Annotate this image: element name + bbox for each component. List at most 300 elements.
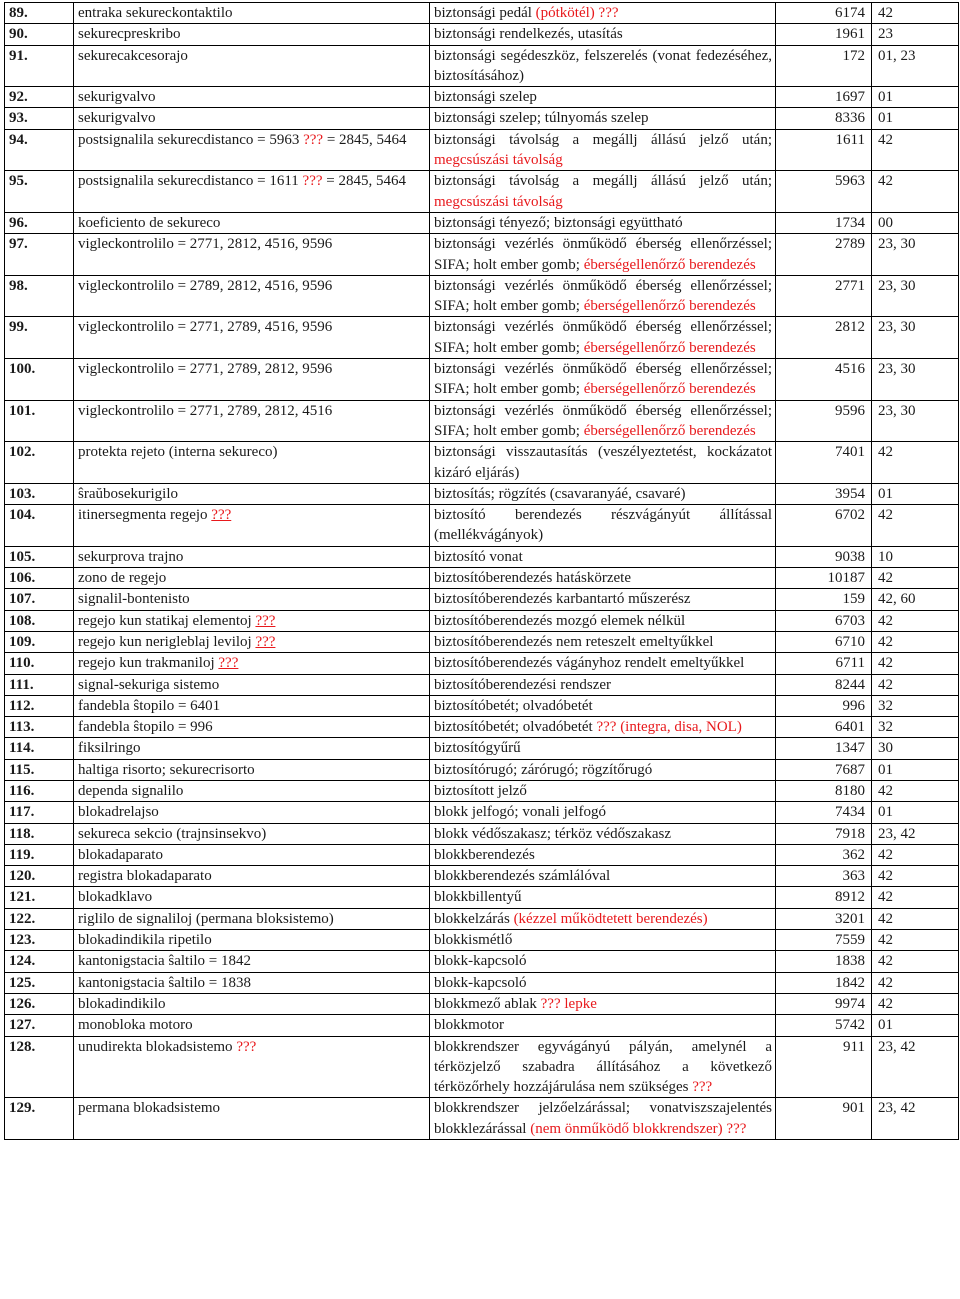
entry-number: 96.	[5, 212, 74, 233]
entry-number: 111.	[5, 674, 74, 695]
entry-number: 110.	[5, 653, 74, 674]
esperanto-term	[74, 972, 430, 993]
term-code: 159	[776, 589, 872, 610]
term-code: 1734	[776, 212, 872, 233]
table-row	[5, 951, 959, 972]
table-row	[5, 129, 959, 171]
category-code: 23, 30	[872, 400, 959, 442]
translation-text: éberségellenőrző berendezés	[583, 422, 756, 439]
esperanto-term	[74, 234, 430, 276]
hungarian-term	[430, 653, 776, 674]
hungarian-term	[430, 212, 776, 233]
term-text: regejo kun statikaj elementoj	[78, 612, 256, 629]
term-code: 1347	[776, 738, 872, 759]
table-row	[5, 400, 959, 442]
category-code: 00	[872, 212, 959, 233]
term-text: blokadklavo	[78, 889, 153, 906]
entry-number: 108.	[5, 610, 74, 631]
term-code: 2812	[776, 317, 872, 359]
category-code: 01	[872, 87, 959, 108]
hungarian-term	[430, 87, 776, 108]
term-text: vigleckontrolilo = 2771, 2789, 2812, 4516	[78, 402, 333, 419]
entry-number: 109.	[5, 631, 74, 652]
term-text: blokadaparato	[78, 846, 163, 863]
category-code: 32	[872, 695, 959, 716]
term-text: = 2845, 5464	[322, 173, 406, 190]
hungarian-term	[430, 972, 776, 993]
translation-text: biztonsági pedál	[434, 5, 536, 21]
entry-number: 90.	[5, 24, 74, 45]
term-text: dependa signalilo	[78, 782, 184, 799]
category-code: 01	[872, 802, 959, 823]
entry-number: 103.	[5, 483, 74, 504]
term-code: 7434	[776, 802, 872, 823]
entry-number: 97.	[5, 234, 74, 276]
term-code: 1697	[776, 87, 872, 108]
term-text: vigleckontrolilo = 2771, 2812, 4516, 9596	[78, 236, 333, 253]
translation-text: biztonsági szelep; túlnyomás szelep	[434, 110, 649, 127]
glossary-rows	[5, 3, 959, 1140]
table-row	[5, 317, 959, 359]
translation-text: biztosított jelző	[434, 782, 527, 799]
category-code: 42	[872, 653, 959, 674]
esperanto-term	[74, 993, 430, 1014]
table-row	[5, 844, 959, 865]
term-text: fiksilringo	[78, 740, 141, 757]
translation-text: biztonsági vezérlés önműködő éberség ellenőrzéssel; SIFA; holt ember gomb;	[434, 402, 772, 439]
category-code: 42	[872, 674, 959, 695]
table-row	[5, 695, 959, 716]
table-row	[5, 505, 959, 547]
term-code: 9038	[776, 546, 872, 567]
term-text: vigleckontrolilo = 2789, 2812, 4516, 9596	[78, 277, 333, 294]
term-text: regejo kun trakmaniloj	[78, 655, 219, 672]
esperanto-term	[74, 908, 430, 929]
term-code: 8180	[776, 780, 872, 801]
category-code: 42	[872, 930, 959, 951]
term-code: 901	[776, 1098, 872, 1140]
term-text: fandebla ŝtopilo = 996	[78, 719, 213, 736]
table-row	[5, 780, 959, 801]
entry-number: 119.	[5, 844, 74, 865]
category-code: 23, 30	[872, 317, 959, 359]
translation-text: biztonsági vezérlés önműködő éberség ellenőrzéssel; SIFA; holt ember gomb;	[434, 277, 772, 315]
esperanto-term	[74, 844, 430, 865]
term-text: signalil-bontenisto	[78, 591, 190, 608]
hungarian-term	[430, 129, 776, 171]
category-code: 01, 23	[872, 45, 959, 87]
translation-text: ??? lepke	[540, 995, 597, 1012]
translation-text: biztosítóberendezés hatáskörzete	[434, 570, 631, 587]
term-text: sekureca sekcio (trajnsinsekvo)	[78, 825, 267, 842]
translation-text: blokkismétlő	[434, 932, 513, 949]
term-text: kantonigstacia ŝaltilo = 1842	[78, 953, 252, 970]
hungarian-term	[430, 759, 776, 780]
category-code: 42	[872, 129, 959, 171]
table-row	[5, 823, 959, 844]
term-text: sekurigvalvo	[78, 89, 156, 106]
term-text: sekurigvalvo	[78, 110, 156, 127]
table-row	[5, 212, 959, 233]
table-row	[5, 908, 959, 929]
esperanto-term	[74, 108, 430, 129]
entry-number: 115.	[5, 759, 74, 780]
translation-text: biztonsági tényező; biztonsági együttható	[434, 214, 683, 231]
hungarian-term	[430, 546, 776, 567]
term-code: 6702	[776, 505, 872, 547]
translation-text: ???	[692, 1079, 713, 1096]
hungarian-term	[430, 951, 776, 972]
translation-text: biztosítógyűrű	[434, 740, 521, 757]
esperanto-term	[74, 866, 430, 887]
term-code: 7401	[776, 442, 872, 484]
translation-text: biztosítóbetét; olvadóbetét	[434, 697, 593, 714]
hungarian-term	[430, 866, 776, 887]
term-code: 363	[776, 866, 872, 887]
translation-text: éberségellenőrző berendezés	[583, 298, 756, 315]
table-row	[5, 359, 959, 401]
entry-number: 128.	[5, 1036, 74, 1098]
term-code: 9974	[776, 993, 872, 1014]
table-row	[5, 234, 959, 276]
entry-number: 116.	[5, 780, 74, 801]
hungarian-term	[430, 568, 776, 589]
term-code: 2789	[776, 234, 872, 276]
entry-number: 113.	[5, 717, 74, 738]
hungarian-term	[430, 695, 776, 716]
term-code: 2771	[776, 275, 872, 317]
category-code: 42	[872, 887, 959, 908]
term-text: = 2845, 5464	[323, 131, 407, 148]
category-code: 23, 42	[872, 823, 959, 844]
table-row	[5, 171, 959, 213]
term-text: blokadindikilo	[78, 995, 166, 1012]
translation-text: ??? (integra, disa, NOL)	[596, 719, 742, 736]
category-code: 42	[872, 993, 959, 1014]
category-code: 23, 42	[872, 1098, 959, 1140]
table-row	[5, 887, 959, 908]
term-text: sekurecakcesorajo	[78, 47, 188, 64]
table-row	[5, 972, 959, 993]
translation-text: biztosítás; rögzítés (csavaranyáé, csavaré)	[434, 485, 686, 502]
category-code: 42	[872, 780, 959, 801]
term-text: ???	[218, 655, 239, 672]
translation-text: biztosító vonat	[434, 548, 523, 565]
table-row	[5, 1036, 959, 1098]
esperanto-term	[74, 802, 430, 823]
table-row	[5, 717, 959, 738]
translation-text: éberségellenőrző berendezés	[583, 339, 756, 356]
category-code: 30	[872, 738, 959, 759]
entry-number: 117.	[5, 802, 74, 823]
term-text: blokadrelajso	[78, 804, 159, 821]
esperanto-term	[74, 442, 430, 484]
category-code: 23, 42	[872, 1036, 959, 1098]
esperanto-term	[74, 171, 430, 213]
translation-text: éberségellenőrző berendezés	[583, 381, 756, 398]
term-code: 5963	[776, 171, 872, 213]
term-code: 6174	[776, 3, 872, 24]
glossary-table	[4, 2, 959, 1140]
entry-number: 100.	[5, 359, 74, 401]
term-text: sekurprova trajno	[78, 548, 184, 565]
table-row	[5, 3, 959, 24]
hungarian-term	[430, 930, 776, 951]
hungarian-term	[430, 780, 776, 801]
table-row	[5, 802, 959, 823]
esperanto-term	[74, 568, 430, 589]
term-code: 9596	[776, 400, 872, 442]
hungarian-term	[430, 610, 776, 631]
term-text: monobloka motoro	[78, 1017, 193, 1034]
term-text: signal-sekuriga sistemo	[78, 676, 220, 693]
term-code: 1611	[776, 129, 872, 171]
term-text: haltiga risorto; sekurecrisorto	[78, 761, 255, 778]
esperanto-term	[74, 610, 430, 631]
esperanto-term	[74, 3, 430, 24]
entry-number: 98.	[5, 275, 74, 317]
term-text: ???	[255, 633, 276, 650]
category-code: 23, 30	[872, 359, 959, 401]
translation-text: blokk védőszakasz; térköz védőszakasz	[434, 825, 671, 842]
category-code: 23	[872, 24, 959, 45]
esperanto-term	[74, 1015, 430, 1036]
table-row	[5, 45, 959, 87]
translation-text: biztonsági visszautasítás (veszélyeztetést, kockázatot kizáró eljárás)	[434, 444, 772, 481]
term-text: postsignalila sekurecdistanco = 5963	[78, 131, 304, 148]
esperanto-term	[74, 887, 430, 908]
entry-number: 123.	[5, 930, 74, 951]
hungarian-term	[430, 359, 776, 401]
table-row	[5, 108, 959, 129]
term-text: sekurecpreskribo	[78, 26, 181, 43]
table-row	[5, 738, 959, 759]
hungarian-term	[430, 631, 776, 652]
esperanto-term	[74, 45, 430, 87]
table-row	[5, 759, 959, 780]
entry-number: 112.	[5, 695, 74, 716]
entry-number: 125.	[5, 972, 74, 993]
hungarian-term	[430, 317, 776, 359]
table-row	[5, 275, 959, 317]
hungarian-term	[430, 171, 776, 213]
translation-text: (pótkötél) ???	[535, 5, 619, 21]
term-code: 6703	[776, 610, 872, 631]
table-row	[5, 546, 959, 567]
esperanto-term	[74, 359, 430, 401]
term-code: 8244	[776, 674, 872, 695]
term-code: 1842	[776, 972, 872, 993]
translation-text: blokkberendezés számlálóval	[434, 868, 611, 885]
translation-text: biztosítóberendezési rendszer	[434, 676, 612, 693]
entry-number: 91.	[5, 45, 74, 87]
term-code: 996	[776, 695, 872, 716]
category-code: 42	[872, 171, 959, 213]
entry-number: 126.	[5, 993, 74, 1014]
esperanto-term	[74, 129, 430, 171]
category-code: 32	[872, 717, 959, 738]
category-code: 42	[872, 951, 959, 972]
translation-text: blokkrendszer egyvágányú pályán, amelynél a térközjelző szabadra állításához a következő térközőrhely hozzájárulása nem szükséges	[434, 1038, 772, 1096]
category-code: 42	[872, 866, 959, 887]
term-text: zono de regejo	[78, 570, 167, 587]
hungarian-term	[430, 717, 776, 738]
translation-text: éberségellenőrző berendezés	[583, 256, 756, 273]
translation-text: biztosítóberendezés karbantartó műszerész	[434, 591, 691, 608]
esperanto-term	[74, 87, 430, 108]
category-code: 42	[872, 631, 959, 652]
entry-number: 114.	[5, 738, 74, 759]
hungarian-term	[430, 844, 776, 865]
entry-number: 107.	[5, 589, 74, 610]
entry-number: 92.	[5, 87, 74, 108]
translation-text: biztonsági távolság a megállj állású jelző után;	[434, 131, 772, 148]
esperanto-term	[74, 759, 430, 780]
table-row	[5, 442, 959, 484]
entry-number: 127.	[5, 1015, 74, 1036]
esperanto-term	[74, 546, 430, 567]
esperanto-term	[74, 695, 430, 716]
table-row	[5, 589, 959, 610]
entry-number: 89.	[5, 3, 74, 24]
entry-number: 124.	[5, 951, 74, 972]
esperanto-term	[74, 589, 430, 610]
hungarian-term	[430, 483, 776, 504]
hungarian-term	[430, 674, 776, 695]
translation-text: biztonsági vezérlés önműködő éberség ellenőrzéssel; SIFA; holt ember gomb;	[434, 361, 772, 398]
hungarian-term	[430, 908, 776, 929]
entry-number: 94.	[5, 129, 74, 171]
translation-text: biztonsági segédeszköz, felszerelés (vonat fedezéséhez, biztosításához)	[434, 47, 772, 84]
translation-text: biztosítóbetét; olvadóbetét	[434, 719, 597, 736]
entry-number: 102.	[5, 442, 74, 484]
hungarian-term	[430, 108, 776, 129]
table-row	[5, 1015, 959, 1036]
term-text: registra blokadaparato	[78, 868, 212, 885]
term-text: ???	[236, 1038, 257, 1055]
esperanto-term	[74, 275, 430, 317]
hungarian-term	[430, 400, 776, 442]
hungarian-term	[430, 823, 776, 844]
esperanto-term	[74, 738, 430, 759]
esperanto-term	[74, 631, 430, 652]
category-code: 42	[872, 972, 959, 993]
hungarian-term	[430, 3, 776, 24]
translation-text: blokk jelfogó; vonali jelfogó	[434, 804, 607, 821]
term-code: 7559	[776, 930, 872, 951]
hungarian-term	[430, 887, 776, 908]
term-code: 1961	[776, 24, 872, 45]
hungarian-term	[430, 589, 776, 610]
translation-text: biztosítóberendezés mozgó elemek nélkül	[434, 612, 686, 629]
entry-number: 120.	[5, 866, 74, 887]
term-code: 7918	[776, 823, 872, 844]
term-code: 8336	[776, 108, 872, 129]
entry-number: 99.	[5, 317, 74, 359]
esperanto-term	[74, 505, 430, 547]
table-row	[5, 674, 959, 695]
term-code: 362	[776, 844, 872, 865]
esperanto-term	[74, 483, 430, 504]
translation-text: biztonsági szelep	[434, 89, 537, 106]
table-row	[5, 866, 959, 887]
term-code: 172	[776, 45, 872, 87]
term-code: 6710	[776, 631, 872, 652]
esperanto-term	[74, 1098, 430, 1140]
table-row	[5, 24, 959, 45]
term-code: 3201	[776, 908, 872, 929]
term-text: ???	[255, 612, 276, 629]
translation-text: blokkberendezés	[434, 846, 535, 863]
esperanto-term	[74, 400, 430, 442]
category-code: 42	[872, 442, 959, 484]
category-code: 42	[872, 568, 959, 589]
translation-text: biztosító berendezés részvágányút állítással (mellékvágányok)	[434, 507, 772, 544]
table-row	[5, 483, 959, 504]
translation-text: blokkbillentyű	[434, 889, 522, 906]
esperanto-term	[74, 212, 430, 233]
term-code: 6401	[776, 717, 872, 738]
translation-text: megcsúszási távolság	[434, 152, 563, 169]
entry-number: 122.	[5, 908, 74, 929]
esperanto-term	[74, 951, 430, 972]
hungarian-term	[430, 1036, 776, 1098]
table-row	[5, 930, 959, 951]
term-text: ŝraŭbosekurigilo	[78, 485, 178, 502]
term-text: permana blokadsistemo	[78, 1100, 221, 1117]
term-text: entraka sekureckontaktilo	[78, 5, 233, 21]
category-code: 01	[872, 108, 959, 129]
term-code: 4516	[776, 359, 872, 401]
category-code: 42	[872, 505, 959, 547]
term-text: koeficiento de sekureco	[78, 214, 221, 231]
table-row	[5, 610, 959, 631]
translation-text: megcsúszási távolság	[434, 193, 563, 210]
translation-text: blokkmotor	[434, 1017, 504, 1034]
esperanto-term	[74, 717, 430, 738]
translation-text: blokkrendszer jelzőelzárással; vonatviszszajelentés blokklezárással	[434, 1100, 772, 1137]
hungarian-term	[430, 45, 776, 87]
category-code: 01	[872, 483, 959, 504]
esperanto-term	[74, 930, 430, 951]
esperanto-term	[74, 674, 430, 695]
term-code: 3954	[776, 483, 872, 504]
entry-number: 106.	[5, 568, 74, 589]
term-code: 911	[776, 1036, 872, 1098]
hungarian-term	[430, 505, 776, 547]
hungarian-term	[430, 1015, 776, 1036]
translation-text: biztosítóberendezés nem reteszelt emeltyűkkel	[434, 633, 714, 650]
esperanto-term	[74, 317, 430, 359]
category-code: 42, 60	[872, 589, 959, 610]
term-code: 6711	[776, 653, 872, 674]
hungarian-term	[430, 24, 776, 45]
category-code: 42	[872, 844, 959, 865]
term-text: blokadindikila ripetilo	[78, 932, 212, 949]
entry-number: 105.	[5, 546, 74, 567]
hungarian-term	[430, 1098, 776, 1140]
entry-number: 101.	[5, 400, 74, 442]
hungarian-term	[430, 234, 776, 276]
table-row	[5, 993, 959, 1014]
category-code: 01	[872, 1015, 959, 1036]
category-code: 42	[872, 610, 959, 631]
term-text: fandebla ŝtopilo = 6401	[78, 697, 221, 714]
translation-text: (nem önműködő blokkrendszer) ???	[530, 1120, 747, 1137]
term-code: 5742	[776, 1015, 872, 1036]
esperanto-term	[74, 24, 430, 45]
entry-number: 129.	[5, 1098, 74, 1140]
